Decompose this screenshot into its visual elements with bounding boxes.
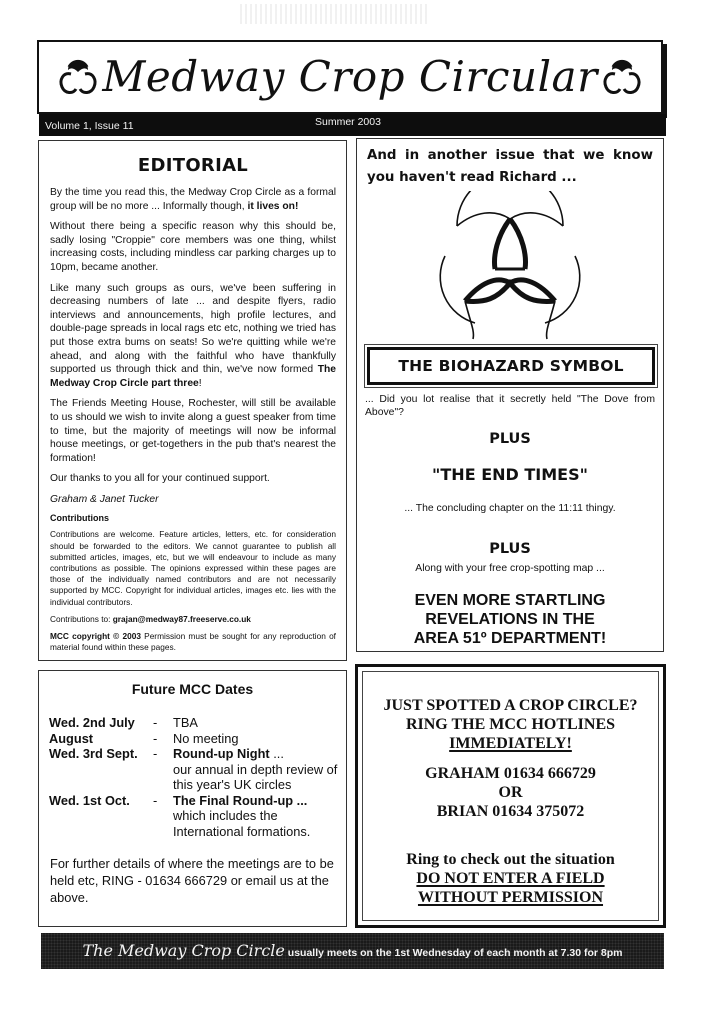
area51-headline: EVEN MORE STARTLING REVELATIONS IN THE AREA 51º DEPARTMENT!: [413, 592, 607, 647]
copyright-notice: MCC copyright © 2003 Permission must be sought for any reproduction of material found within these pages.: [50, 631, 336, 653]
end-times-teaser: ... The concluding chapter on the 11:11 thingy.: [404, 503, 616, 514]
editorial-signature: Graham & Janet Tucker: [50, 493, 159, 505]
promo-teaser: ... Did you lot realise that it secretly held "The Dove from Above"?: [365, 394, 655, 418]
further-details: For further details of where the meetings are to be held etc, RING - 01634 666729 or email us at the above.: [50, 856, 334, 905]
hotline-contacts: GRAHAM 01634 666729 OR BRIAN 01634 375072: [363, 764, 658, 821]
plus-label: PLUS: [489, 541, 531, 557]
editorial-paragraph: Without there being a specific reason why this should be, sadly losing "Croppie" core members was one thing, whilst increasing costs, including mindless car parking charges up to 10pm, became another.: [50, 221, 336, 273]
end-times-title: "THE END TIMES": [432, 465, 588, 484]
editorial-paragraph: The Friends Meeting House, Rochester, will still be available to us should we wish to invite along a guest speaker from time to time, but the majority of meetings will now be informal house meetings, or get-togethers in the pub that's nearest the formation!: [50, 398, 336, 464]
editorial-box: [38, 140, 347, 661]
trefoil-icon: [601, 54, 643, 100]
contact-graham: GRAHAM 01634 666729: [425, 765, 596, 782]
table-row: August - No meeting: [49, 730, 239, 746]
contributions-body: Contributions are welcome. Feature articles, letters, etc. for consideration should be forwarded to the editors. We cannot guarantee to publish all submitted articles, images, etc, but we will endeavour to include as many contributions as possible. The opinions expressed within these pages are those of the individually named contributors and are not necessarily supported by MCC. Copyright for individual articles, images etc. lies with the individual contributors.: [50, 529, 336, 607]
table-row: Wed. 2nd July - TBA: [49, 715, 198, 730]
hotline-callout: JUST SPOTTED A CROP CIRCLE? RING THE MCC HOTLINES IMMEDIATELY!: [383, 697, 638, 752]
scan-artifact: [240, 4, 430, 24]
contact-brian: BRIAN 01634 375072: [436, 803, 585, 820]
contributions-address: Contributions to: grajan@medway87.freeserve.co.uk: [50, 613, 251, 624]
issue-season: Summer 2003: [315, 116, 381, 128]
hotline-box: [355, 664, 666, 928]
footer-brand: The Medway Crop Circle: [82, 941, 285, 960]
contributions-email-link[interactable]: grajan@medway87.freeserve.co.uk: [112, 613, 251, 624]
plus-label: PLUS: [489, 431, 531, 447]
table-row: Wed. 3rd Sept. - Round-up Night ... our annual in depth review of this year's UK circles: [49, 746, 338, 792]
publication-title: Medway Crop Circular: [102, 52, 598, 101]
biohazard-title-banner: THE BIOHAZARD SYMBOL: [367, 347, 655, 385]
contributions-heading: Contributions: [50, 513, 109, 524]
footer-text: usually meets on the 1st Wednesday of each month at 7.30 for 8pm: [284, 947, 623, 959]
issue-bar: [39, 114, 666, 136]
promo-headline: And in another issue that we know you haven't read Richard ...: [367, 148, 653, 185]
editorial-paragraph: Our thanks to you all for your continued support.: [50, 473, 270, 485]
dates-heading: Future MCC Dates: [131, 681, 254, 697]
biohazard-symbol-icon: [435, 191, 585, 341]
dates-table: [49, 715, 346, 839]
table-row: Wed. 1st Oct. - The Final Round-up ... which includes the International formations.: [49, 792, 311, 839]
hotline-warning: Ring to check out the situation DO NOT ENTER A FIELD WITHOUT PERMISSION: [406, 851, 615, 906]
masthead: [37, 40, 663, 114]
editorial-paragraph: By the time you read this, the Medway Crop Circle as a formal group will be no more ... Informally though, it lives on!: [50, 187, 336, 212]
volume-issue: Volume 1, Issue 11: [45, 120, 134, 132]
editorial-paragraph: Like many such groups as ours, we've been suffering in decreasing numbers of late ... and despite flyers, radio interviews and announcements, high profile lectures, and double-page spreads in local rags etc etc, nothing we tried has put those extra bums on seats! So we're quitting while we're ahead, and along with the faithful who have thankfully supported us through thick and thin, we've now formed The Medway Crop Circle part three!: [50, 282, 336, 389]
future-dates-box: [38, 670, 347, 927]
map-teaser: Along with your free crop-spotting map ...: [415, 563, 605, 574]
next-issue-promo-box: [356, 138, 664, 652]
meeting-footer-bar: [41, 933, 664, 969]
editorial-heading: EDITORIAL: [137, 155, 249, 176]
